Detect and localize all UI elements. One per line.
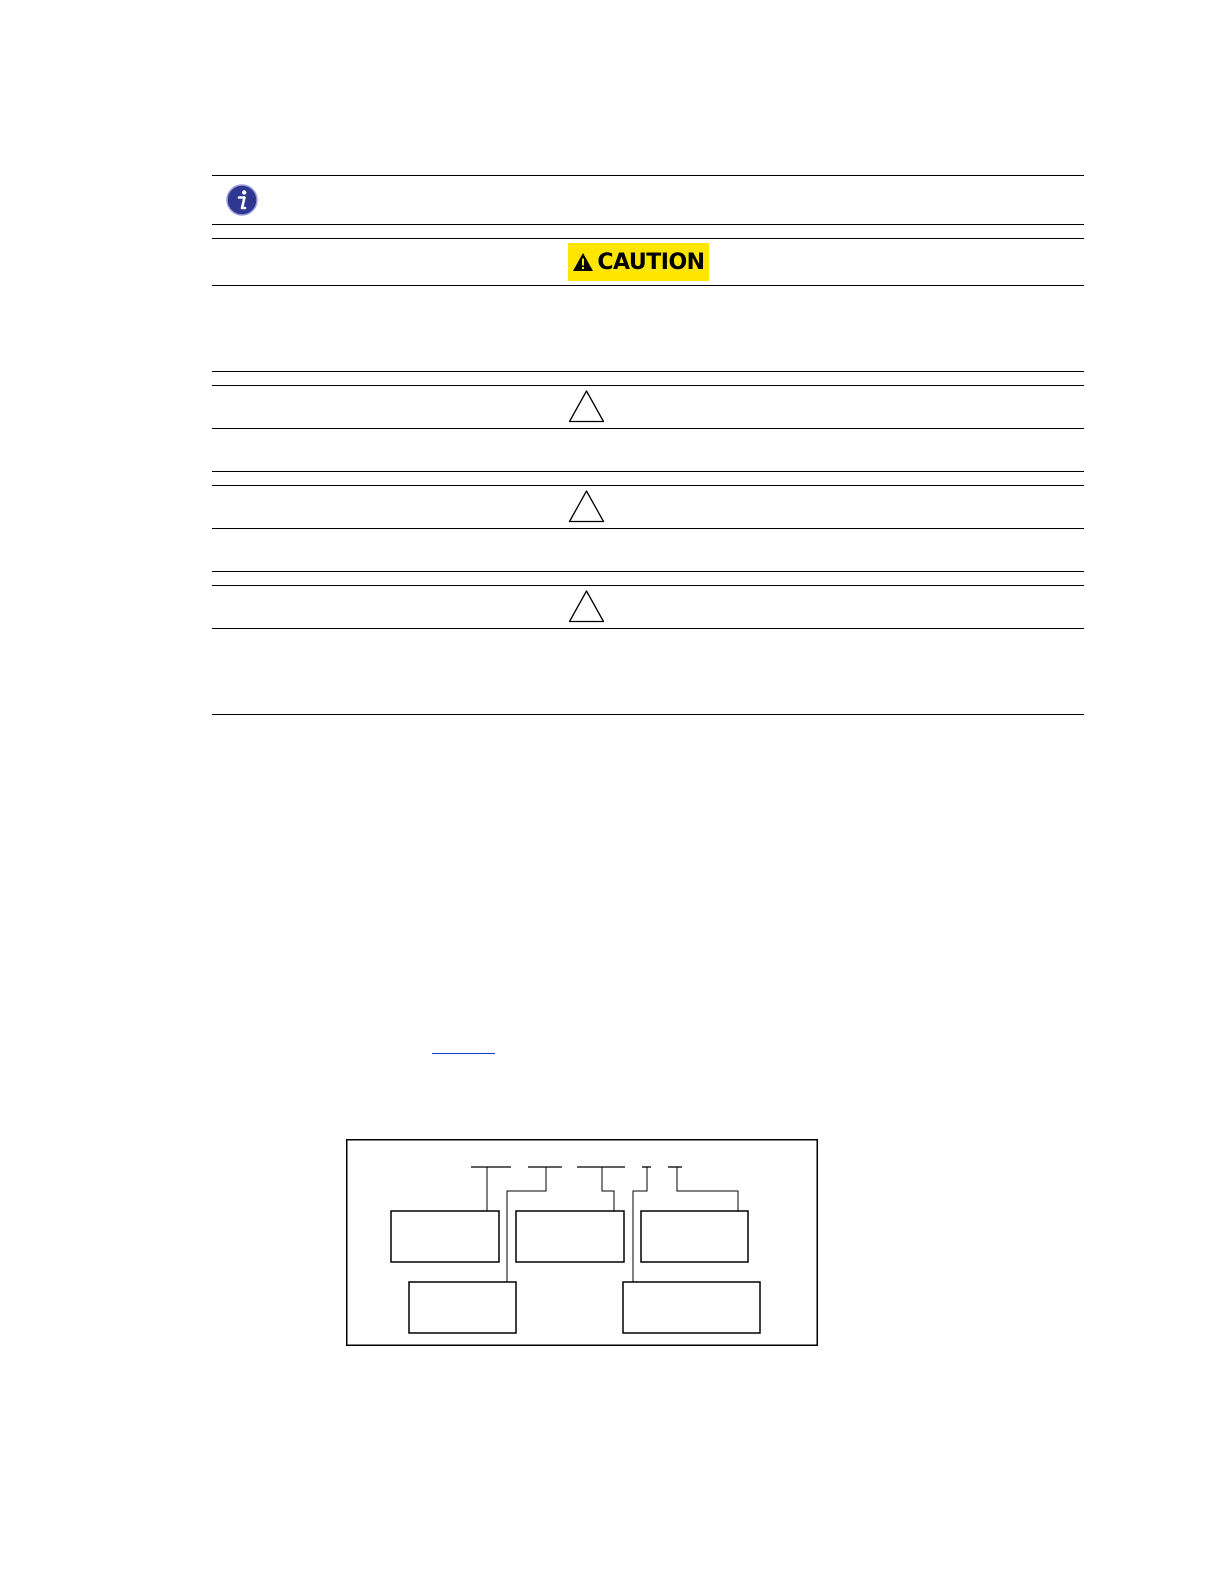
warning-1-top-rule — [212, 385, 1084, 386]
note-bottom-rule — [212, 224, 1084, 225]
warning-triangle-outline-icon — [568, 389, 605, 423]
caution-top-rule — [212, 238, 1084, 239]
warning-3-bottom-rule — [212, 714, 1084, 715]
description-box-1 — [391, 1211, 499, 1262]
warning-triangle-outline-icon — [568, 489, 605, 523]
warning-triangle-outline-icon — [568, 589, 605, 623]
description-box-3 — [641, 1211, 748, 1262]
warning-2-header-bottom-rule — [212, 528, 1084, 529]
warning-2-top-rule — [212, 485, 1084, 486]
warning-3-top-rule — [212, 585, 1084, 586]
description-box-2 — [516, 1211, 624, 1262]
caution-header-bottom-rule — [212, 285, 1084, 286]
caution-badge — [568, 243, 709, 281]
description-box-5 — [623, 1282, 760, 1333]
caution-label: CAUTION — [597, 249, 705, 275]
catalog-number-diagram — [346, 1139, 818, 1346]
warning-1-bottom-rule — [212, 471, 1084, 472]
warning-3-header-bottom-rule — [212, 628, 1084, 629]
warning-triangle-icon — [572, 252, 594, 272]
note-top-rule — [212, 175, 1084, 176]
description-box-4 — [409, 1282, 516, 1333]
hyperlink[interactable] — [432, 1053, 495, 1054]
warning-2-bottom-rule — [212, 571, 1084, 572]
caution-bottom-rule — [212, 371, 1084, 372]
warning-1-header-bottom-rule — [212, 428, 1084, 429]
info-icon — [226, 184, 258, 216]
